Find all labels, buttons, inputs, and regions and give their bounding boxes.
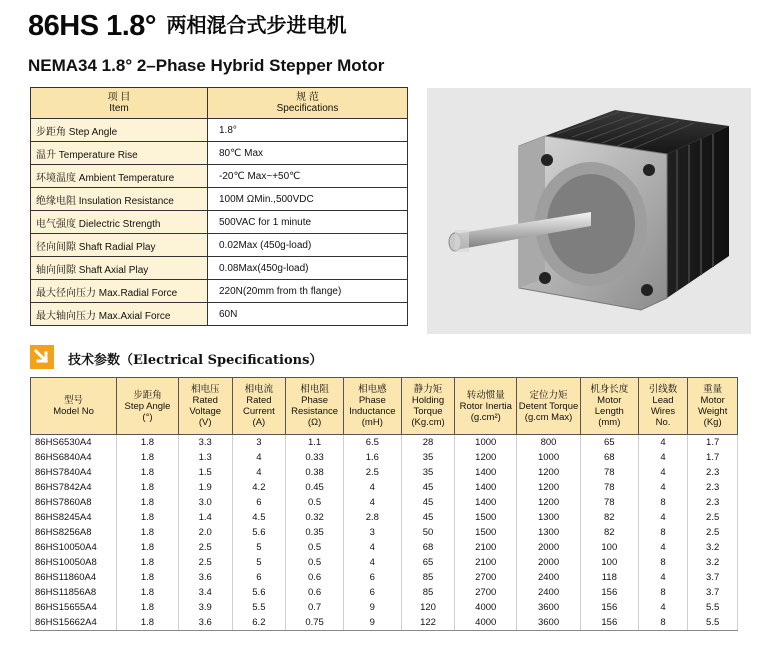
elec-value-cell: 6.2 bbox=[232, 615, 286, 631]
elec-value-cell: 0.6 bbox=[286, 585, 344, 600]
elec-value-cell: 3600 bbox=[517, 615, 581, 631]
model-number-cell: 86HS7842A4 bbox=[31, 480, 117, 495]
elec-value-cell: 8 bbox=[638, 615, 688, 631]
elec-value-cell: 1.9 bbox=[178, 480, 232, 495]
arrow-down-right-icon bbox=[30, 345, 54, 369]
elec-value-cell: 4 bbox=[232, 465, 286, 480]
spec-item-en: Shaft Axial Play bbox=[78, 264, 149, 276]
spec-value-cell: 220N(20mm from th flange) bbox=[208, 280, 408, 303]
elec-value-cell: 8 bbox=[638, 555, 688, 570]
model-number-cell: 86HS15662A4 bbox=[31, 615, 117, 631]
elec-value-cell: 35 bbox=[401, 450, 455, 465]
elec-header-unit: No. bbox=[655, 417, 671, 428]
elec-header-cn: 型号 bbox=[64, 395, 84, 406]
spec-item-cn: 温升 bbox=[36, 149, 56, 161]
elec-header-cn: 定位力矩 bbox=[529, 389, 568, 401]
elec-header-en: Phase Resistance bbox=[291, 395, 339, 417]
elec-value-cell: 4 bbox=[343, 555, 401, 570]
elec-value-cell: 4 bbox=[638, 435, 688, 451]
section-title: 技术参数（Electrical Specifications） bbox=[68, 353, 323, 368]
elec-header-en: Lead Wires bbox=[650, 395, 676, 417]
elec-value-cell: 0.35 bbox=[286, 525, 344, 540]
spec-item-en: Max.Axial Force bbox=[98, 310, 171, 322]
elec-value-cell: 68 bbox=[580, 450, 638, 465]
elec-value-cell: 45 bbox=[401, 510, 455, 525]
elec-value-cell: 2100 bbox=[455, 540, 517, 555]
spec-item-cell bbox=[31, 257, 208, 280]
elec-header-unit: (Kg.cm) bbox=[411, 417, 445, 428]
spec-value-cell: 0.08Max(450g-load) bbox=[208, 257, 408, 280]
elec-value-cell: 3.4 bbox=[178, 585, 232, 600]
spec-header-item bbox=[31, 88, 208, 119]
page-title bbox=[28, 10, 346, 43]
elec-value-cell: 0.6 bbox=[286, 570, 344, 585]
elec-header-cell bbox=[232, 378, 286, 435]
elec-value-cell: 122 bbox=[401, 615, 455, 631]
elec-value-cell: 2400 bbox=[517, 585, 581, 600]
elec-value-cell: 4 bbox=[638, 540, 688, 555]
elec-header-cell bbox=[117, 378, 179, 435]
elec-header-cell bbox=[343, 378, 401, 435]
elec-header-unit: (Ω) bbox=[307, 417, 322, 428]
elec-value-cell: 85 bbox=[401, 570, 455, 585]
elec-value-cell: 1.8 bbox=[117, 540, 179, 555]
elec-value-cell: 3 bbox=[343, 525, 401, 540]
elec-header-cn: 重量 bbox=[703, 384, 723, 395]
elec-header-cn: 相电感 bbox=[358, 384, 387, 395]
spec-value-cell: 80℃ Max bbox=[208, 142, 408, 165]
elec-value-cell: 68 bbox=[401, 540, 455, 555]
electrical-spec-table bbox=[30, 377, 738, 631]
elec-value-cell: 5.5 bbox=[688, 615, 738, 631]
elec-header-cn: 引线数 bbox=[648, 384, 678, 395]
elec-value-cell: 65 bbox=[580, 435, 638, 451]
elec-value-cell: 1.8 bbox=[117, 495, 179, 510]
spec-item-en: Step Angle bbox=[68, 126, 118, 138]
elec-value-cell: 2000 bbox=[517, 540, 581, 555]
elec-value-cell: 1200 bbox=[517, 480, 581, 495]
elec-value-cell: 1400 bbox=[455, 480, 517, 495]
elec-header-cell bbox=[638, 378, 688, 435]
spec-header-spec-en: Specifications bbox=[276, 103, 339, 114]
elec-value-cell: 78 bbox=[580, 465, 638, 480]
spec-value-cell: 0.02Max (450g-load) bbox=[208, 234, 408, 257]
elec-header-cn: 转动惯量 bbox=[466, 389, 505, 401]
elec-value-cell: 50 bbox=[401, 525, 455, 540]
spec-item-cn: 环境温度 bbox=[36, 172, 76, 184]
elec-header-cn: 步距角 bbox=[133, 389, 162, 401]
elec-header-cell bbox=[31, 378, 117, 435]
elec-value-cell: 8 bbox=[638, 525, 688, 540]
elec-value-cell: 1.7 bbox=[688, 450, 738, 465]
elec-value-cell: 1500 bbox=[455, 510, 517, 525]
spec-row bbox=[31, 165, 408, 188]
elec-header-cell bbox=[455, 378, 517, 435]
elec-value-cell: 6.5 bbox=[343, 435, 401, 451]
elec-header-cell bbox=[178, 378, 232, 435]
spec-value-cell: 100M ΩMin.,500VDC bbox=[208, 188, 408, 211]
elec-value-cell: 156 bbox=[580, 600, 638, 615]
elec-row bbox=[31, 555, 738, 570]
elec-row bbox=[31, 510, 738, 525]
model-number-cell: 86HS15655A4 bbox=[31, 600, 117, 615]
elec-value-cell: 2.3 bbox=[688, 465, 738, 480]
motor-photo bbox=[427, 88, 751, 334]
elec-value-cell: 1.8 bbox=[117, 600, 179, 615]
elec-header-cell bbox=[286, 378, 344, 435]
elec-value-cell: 0.5 bbox=[286, 540, 344, 555]
elec-value-cell: 2.3 bbox=[688, 480, 738, 495]
spec-item-cell bbox=[31, 303, 208, 326]
elec-value-cell: 1.8 bbox=[117, 510, 179, 525]
model-number-cell: 86HS11856A8 bbox=[31, 585, 117, 600]
elec-value-cell: 85 bbox=[401, 585, 455, 600]
elec-value-cell: 0.5 bbox=[286, 555, 344, 570]
elec-value-cell: 100 bbox=[580, 540, 638, 555]
elec-header-unit: (V) bbox=[198, 417, 212, 428]
elec-value-cell: 8 bbox=[638, 585, 688, 600]
elec-header-row bbox=[31, 378, 738, 435]
model-number-cell: 86HS11860A4 bbox=[31, 570, 117, 585]
elec-value-cell: 3.2 bbox=[688, 540, 738, 555]
elec-value-cell: 35 bbox=[401, 465, 455, 480]
elec-value-cell: 3.7 bbox=[688, 585, 738, 600]
elec-value-cell: 0.33 bbox=[286, 450, 344, 465]
stepper-motor-illustration bbox=[427, 88, 751, 334]
elec-value-cell: 4000 bbox=[455, 615, 517, 631]
spec-value-cell: -20℃ Max~+50℃ bbox=[208, 165, 408, 188]
spec-value-cell: 1.8° bbox=[208, 119, 408, 142]
elec-header-cell bbox=[401, 378, 455, 435]
elec-value-cell: 1000 bbox=[455, 435, 517, 451]
spec-item-en: Insulation Resistance bbox=[78, 195, 174, 207]
elec-value-cell: 1.5 bbox=[178, 465, 232, 480]
elec-value-cell: 156 bbox=[580, 585, 638, 600]
elec-value-cell: 3600 bbox=[517, 600, 581, 615]
title-chinese: 两相混合式步进电机 bbox=[166, 15, 347, 37]
elec-header-unit: (Kg) bbox=[703, 417, 722, 428]
elec-value-cell: 28 bbox=[401, 435, 455, 451]
model-number-cell: 86HS7860A8 bbox=[31, 495, 117, 510]
elec-value-cell: 4.5 bbox=[232, 510, 286, 525]
elec-header-en: Holding Torque bbox=[411, 395, 445, 417]
spec-row bbox=[31, 142, 408, 165]
elec-value-cell: 3 bbox=[232, 435, 286, 451]
elec-header-cell bbox=[688, 378, 738, 435]
spec-row bbox=[31, 234, 408, 257]
elec-value-cell: 1000 bbox=[517, 450, 581, 465]
elec-row bbox=[31, 540, 738, 555]
elec-value-cell: 2700 bbox=[455, 570, 517, 585]
elec-value-cell: 0.5 bbox=[286, 495, 344, 510]
elec-value-cell: 2700 bbox=[455, 585, 517, 600]
elec-row bbox=[31, 435, 738, 451]
elec-header-unit: (mH) bbox=[361, 417, 383, 428]
elec-header-cell bbox=[580, 378, 638, 435]
elec-value-cell: 78 bbox=[580, 480, 638, 495]
spec-row bbox=[31, 257, 408, 280]
elec-value-cell: 2.5 bbox=[178, 555, 232, 570]
elec-header-cell bbox=[517, 378, 581, 435]
spec-item-cn: 最大径向压力 bbox=[36, 287, 96, 299]
spec-item-cn: 径向间隙 bbox=[36, 241, 76, 253]
spec-item-cell bbox=[31, 119, 208, 142]
elec-value-cell: 5 bbox=[232, 555, 286, 570]
elec-header-en: Rated Current bbox=[243, 395, 275, 417]
elec-row bbox=[31, 525, 738, 540]
elec-header-unit: (g.cm Max) bbox=[524, 411, 573, 423]
elec-value-cell: 1.8 bbox=[117, 480, 179, 495]
elec-header-unit: (A) bbox=[252, 417, 266, 428]
model-number-cell: 86HS10050A4 bbox=[31, 540, 117, 555]
elec-header-en: Motor Weight bbox=[697, 395, 728, 417]
elec-value-cell: 4.2 bbox=[232, 480, 286, 495]
elec-value-cell: 2.5 bbox=[178, 540, 232, 555]
elec-row bbox=[31, 495, 738, 510]
elec-header-cn: 相电阻 bbox=[300, 384, 329, 395]
elec-value-cell: 2.5 bbox=[688, 525, 738, 540]
spec-header-spec bbox=[208, 88, 408, 119]
elec-row bbox=[31, 570, 738, 585]
elec-value-cell: 120 bbox=[401, 600, 455, 615]
elec-value-cell: 1.7 bbox=[688, 435, 738, 451]
elec-value-cell: 3.9 bbox=[178, 600, 232, 615]
elec-value-cell: 6 bbox=[343, 585, 401, 600]
elec-value-cell: 0.75 bbox=[286, 615, 344, 631]
elec-value-cell: 4 bbox=[343, 495, 401, 510]
model-number-cell: 86HS8256A8 bbox=[31, 525, 117, 540]
elec-value-cell: 65 bbox=[401, 555, 455, 570]
elec-value-cell: 3.6 bbox=[178, 615, 232, 631]
elec-value-cell: 2.3 bbox=[688, 495, 738, 510]
elec-value-cell: 1.8 bbox=[117, 435, 179, 451]
elec-value-cell: 6 bbox=[232, 495, 286, 510]
elec-value-cell: 1.8 bbox=[117, 525, 179, 540]
elec-row bbox=[31, 615, 738, 631]
elec-value-cell: 45 bbox=[401, 495, 455, 510]
elec-value-cell: 2400 bbox=[517, 570, 581, 585]
elec-value-cell: 4 bbox=[343, 540, 401, 555]
elec-value-cell: 8 bbox=[638, 495, 688, 510]
elec-value-cell: 1400 bbox=[455, 495, 517, 510]
elec-value-cell: 3.0 bbox=[178, 495, 232, 510]
elec-header-en: Detent Torque bbox=[518, 400, 579, 412]
elec-value-cell: 1200 bbox=[517, 495, 581, 510]
elec-value-cell: 4 bbox=[638, 465, 688, 480]
elec-row bbox=[31, 600, 738, 615]
spec-row bbox=[31, 280, 408, 303]
spec-header-item-en: Item bbox=[109, 103, 129, 114]
elec-value-cell: 5.6 bbox=[232, 585, 286, 600]
elec-header-en: Phase Inductance bbox=[349, 395, 396, 417]
elec-header-cn: 静力矩 bbox=[413, 384, 443, 395]
spec-item-en: Ambient Temperature bbox=[78, 172, 175, 184]
model-number-cell: 86HS6530A4 bbox=[31, 435, 117, 451]
elec-value-cell: 4 bbox=[638, 510, 688, 525]
spec-item-cn: 电气强度 bbox=[36, 218, 76, 230]
elec-header-cn: 相电压 bbox=[190, 384, 220, 395]
elec-value-cell: 3.6 bbox=[178, 570, 232, 585]
elec-value-cell: 0.38 bbox=[286, 465, 344, 480]
elec-value-cell: 1200 bbox=[517, 465, 581, 480]
spec-row bbox=[31, 119, 408, 142]
spec-item-cn: 最大轴向压力 bbox=[36, 310, 96, 322]
elec-row bbox=[31, 450, 738, 465]
spec-header-row bbox=[31, 88, 408, 119]
elec-value-cell: 4 bbox=[638, 600, 688, 615]
elec-value-cell: 5.5 bbox=[688, 600, 738, 615]
elec-value-cell: 4000 bbox=[455, 600, 517, 615]
spec-item-cell bbox=[31, 188, 208, 211]
elec-value-cell: 78 bbox=[580, 495, 638, 510]
elec-value-cell: 3.3 bbox=[178, 435, 232, 451]
elec-value-cell: 1.6 bbox=[343, 450, 401, 465]
elec-value-cell: 118 bbox=[580, 570, 638, 585]
elec-value-cell: 2.0 bbox=[178, 525, 232, 540]
elec-value-cell: 1.1 bbox=[286, 435, 344, 451]
elec-value-cell: 9 bbox=[343, 615, 401, 631]
model-number-cell: 86HS8245A4 bbox=[31, 510, 117, 525]
elec-row bbox=[31, 585, 738, 600]
spec-item-cn: 轴向间隙 bbox=[36, 264, 76, 276]
elec-value-cell: 4 bbox=[638, 570, 688, 585]
title-main: 86HS 1.8° bbox=[28, 10, 157, 42]
elec-header-cn: 相电流 bbox=[244, 384, 274, 395]
elec-header-unit: (°) bbox=[142, 411, 153, 423]
elec-value-cell: 1500 bbox=[455, 525, 517, 540]
elec-value-cell: 4 bbox=[232, 450, 286, 465]
elec-value-cell: 5.6 bbox=[232, 525, 286, 540]
elec-value-cell: 9 bbox=[343, 600, 401, 615]
spec-item-cell bbox=[31, 165, 208, 188]
elec-value-cell: 2000 bbox=[517, 555, 581, 570]
elec-header-en: Step Angle bbox=[124, 400, 171, 412]
elec-value-cell: 1.8 bbox=[117, 585, 179, 600]
elec-value-cell: 1300 bbox=[517, 510, 581, 525]
spec-row bbox=[31, 188, 408, 211]
spec-item-en: Temperature Rise bbox=[58, 149, 138, 161]
elec-value-cell: 1.8 bbox=[117, 570, 179, 585]
spec-header-spec-cn: 规 范 bbox=[296, 92, 319, 103]
spec-table bbox=[30, 87, 408, 326]
elec-header-en: Model No bbox=[53, 406, 94, 417]
elec-value-cell: 1.8 bbox=[117, 615, 179, 631]
spec-item-cn: 绝缘电阻 bbox=[36, 195, 76, 207]
elec-value-cell: 2100 bbox=[455, 555, 517, 570]
elec-value-cell: 6 bbox=[232, 570, 286, 585]
elec-value-cell: 2.5 bbox=[343, 465, 401, 480]
elec-value-cell: 3.7 bbox=[688, 570, 738, 585]
elec-value-cell: 5.5 bbox=[232, 600, 286, 615]
elec-header-en: Motor Length bbox=[594, 395, 624, 417]
spec-item-en: Dielectric Strength bbox=[78, 218, 161, 230]
spec-value-cell: 60N bbox=[208, 303, 408, 326]
elec-value-cell: 0.7 bbox=[286, 600, 344, 615]
elec-value-cell: 156 bbox=[580, 615, 638, 631]
elec-value-cell: 0.32 bbox=[286, 510, 344, 525]
elec-value-cell: 2.5 bbox=[688, 510, 738, 525]
elec-header-unit: (g.cm²) bbox=[470, 411, 501, 423]
elec-header-cn: 机身长度 bbox=[590, 384, 629, 395]
elec-value-cell: 82 bbox=[580, 525, 638, 540]
elec-value-cell: 4 bbox=[638, 450, 688, 465]
page-subtitle: NEMA34 1.8° 2–Phase Hybrid Stepper Motor bbox=[28, 56, 385, 75]
elec-value-cell: 1.3 bbox=[178, 450, 232, 465]
elec-value-cell: 6 bbox=[343, 570, 401, 585]
spec-row bbox=[31, 211, 408, 234]
spec-item-cell bbox=[31, 234, 208, 257]
elec-header-en: Rotor Inertia bbox=[459, 400, 512, 412]
model-number-cell: 86HS6840A4 bbox=[31, 450, 117, 465]
spec-value-cell: 500VAC for 1 minute bbox=[208, 211, 408, 234]
elec-value-cell: 1.8 bbox=[117, 450, 179, 465]
elec-value-cell: 82 bbox=[580, 510, 638, 525]
elec-header-en: Rated Voltage bbox=[189, 395, 222, 417]
spec-item-cell bbox=[31, 142, 208, 165]
elec-value-cell: 1.8 bbox=[117, 465, 179, 480]
elec-value-cell: 3.2 bbox=[688, 555, 738, 570]
elec-value-cell: 5 bbox=[232, 540, 286, 555]
spec-item-cell bbox=[31, 280, 208, 303]
elec-header-unit: (mm) bbox=[598, 417, 621, 428]
elec-value-cell: 1300 bbox=[517, 525, 581, 540]
elec-value-cell: 4 bbox=[638, 480, 688, 495]
elec-value-cell: 2.8 bbox=[343, 510, 401, 525]
spec-header-item-cn: 项 目 bbox=[107, 92, 131, 103]
spec-item-en: Shaft Radial Play bbox=[78, 241, 156, 253]
elec-value-cell: 4 bbox=[343, 480, 401, 495]
elec-row bbox=[31, 480, 738, 495]
elec-value-cell: 1200 bbox=[455, 450, 517, 465]
spec-row bbox=[31, 303, 408, 326]
elec-row bbox=[31, 465, 738, 480]
spec-item-en: Max.Radial Force bbox=[98, 287, 178, 299]
spec-item-cn: 步距角 bbox=[36, 126, 66, 138]
elec-value-cell: 0.45 bbox=[286, 480, 344, 495]
elec-value-cell: 1.4 bbox=[178, 510, 232, 525]
elec-value-cell: 45 bbox=[401, 480, 455, 495]
spec-item-cell bbox=[31, 211, 208, 234]
elec-value-cell: 800 bbox=[517, 435, 581, 451]
elec-value-cell: 1.8 bbox=[117, 555, 179, 570]
model-number-cell: 86HS7840A4 bbox=[31, 465, 117, 480]
elec-value-cell: 100 bbox=[580, 555, 638, 570]
elec-value-cell: 1400 bbox=[455, 465, 517, 480]
model-number-cell: 86HS10050A8 bbox=[31, 555, 117, 570]
